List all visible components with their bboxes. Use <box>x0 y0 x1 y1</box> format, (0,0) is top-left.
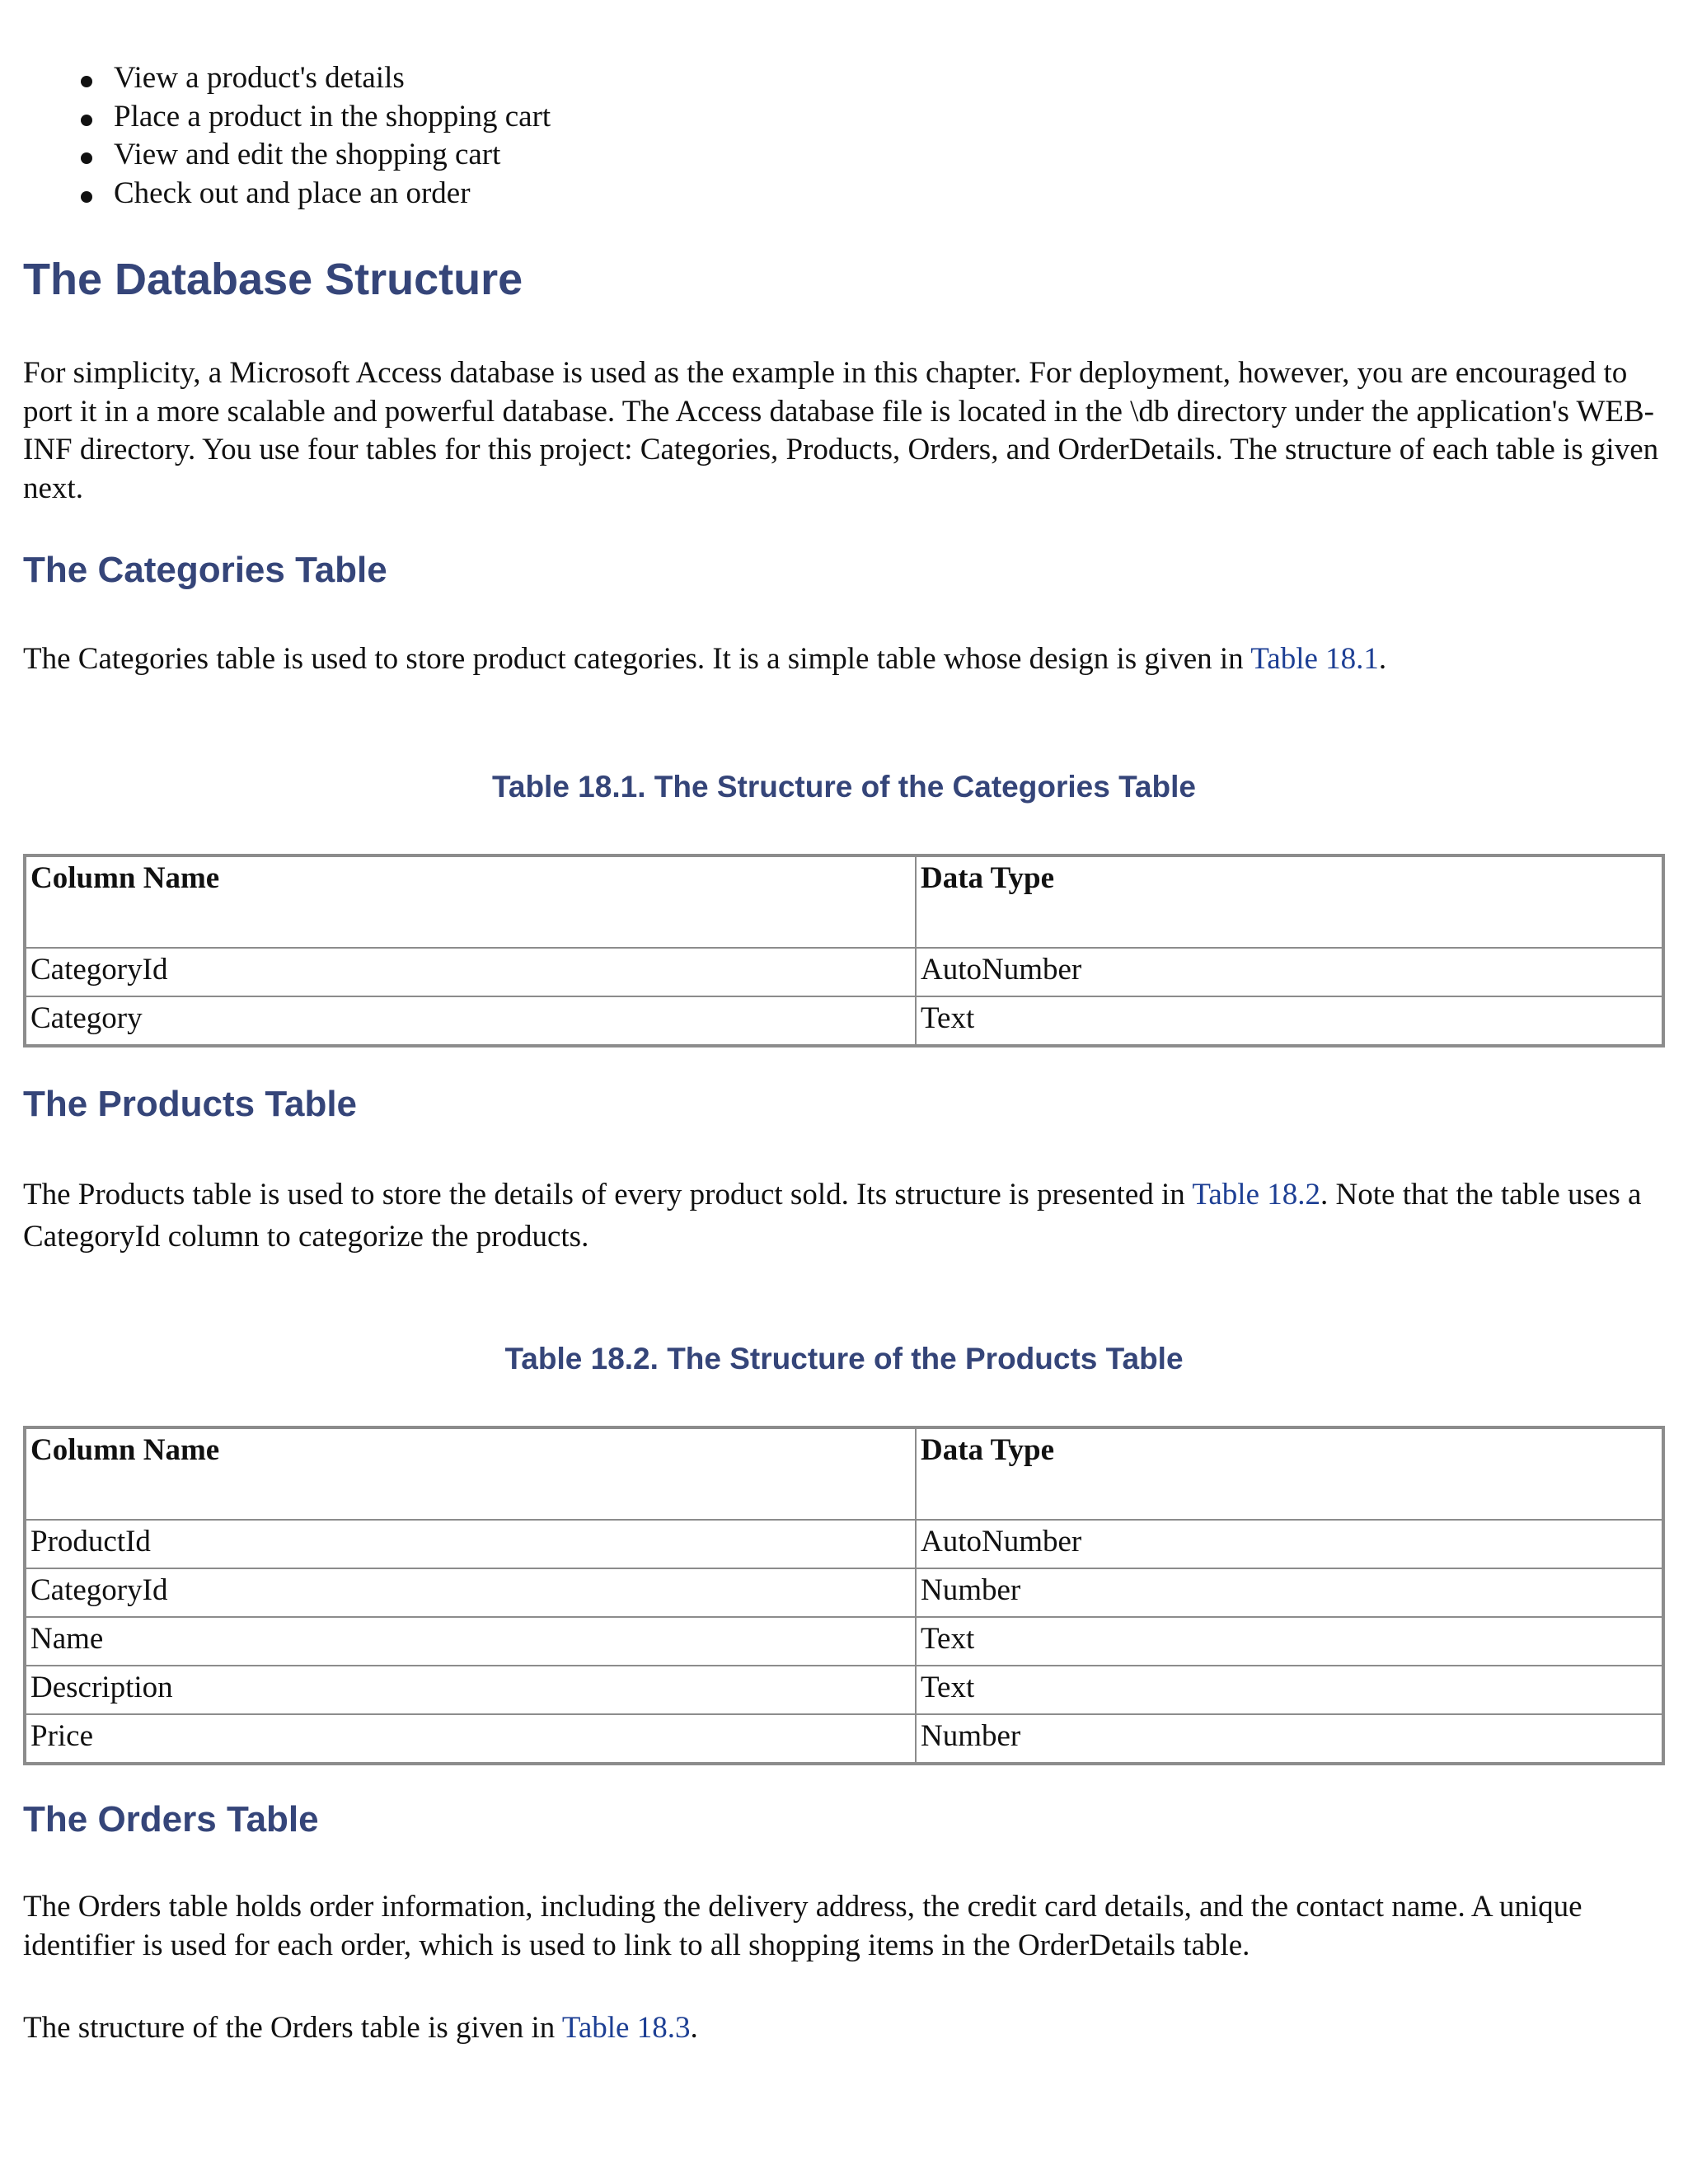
table-row <box>25 1520 1663 1568</box>
orders-structure-paragraph <box>23 2009 1665 2048</box>
table-row <box>25 1714 1663 1764</box>
list-item <box>81 59 551 98</box>
paragraph-text: . <box>1378 642 1387 676</box>
table-cell: Number <box>916 1568 1663 1617</box>
bullet-icon <box>81 152 92 164</box>
section-heading-categories: The Categories Table <box>23 550 387 590</box>
section-heading-products: The Products Table <box>23 1084 358 1124</box>
paragraph-text: The structure of the Orders table is given in <box>23 2011 562 2045</box>
table-cell: Text <box>916 1666 1663 1714</box>
list-item-text: View and edit the shopping cart <box>114 138 501 171</box>
column-header: Data Type <box>916 855 1663 948</box>
paragraph-text: The Categories table is used to store product categories. It is a simple table whose design is given in <box>23 642 1251 676</box>
table-header-row <box>25 1427 1663 1520</box>
bullet-icon <box>81 115 92 126</box>
intro-paragraph: For simplicity, a Microsoft Access database is used as the example in this chapter. For deployment, however, you are encouraged to port it in a more scalable and powerful database. The Access database file is located in the \db directory under the application's WEB-INF directory. You use four tables for this project: Categories, Products, Orders, and OrderDetails. The structure of each table is given next. <box>23 356 1659 505</box>
products-paragraph <box>23 1174 1665 1258</box>
products-structure-table <box>23 1426 1665 1765</box>
categories-structure-table <box>23 854 1665 1047</box>
section-heading-orders: The Orders Table <box>23 1799 319 1840</box>
table-cell: AutoNumber <box>916 948 1663 996</box>
bullet-icon <box>81 191 92 203</box>
table-header-row <box>25 855 1663 948</box>
table-caption-18-1: Table 18.1. The Structure of the Categories Table <box>492 770 1196 804</box>
column-header: Column Name <box>25 855 916 948</box>
table-row <box>25 1666 1663 1714</box>
section-heading-database-structure: The Database Structure <box>23 255 523 304</box>
paragraph-text: The Products table is used to store the details of every product sold. Its structure is presented in <box>23 1178 1193 1212</box>
table-cell: ProductId <box>25 1520 916 1568</box>
paragraph-text: . Note that the table uses a CategoryId column to categorize the products. <box>23 1178 1642 1254</box>
table-row <box>25 1617 1663 1666</box>
table-caption-18-2: Table 18.2. The Structure of the Products Table <box>504 1342 1184 1376</box>
paragraph-text: . <box>690 2011 698 2045</box>
table-cell: Number <box>916 1714 1663 1764</box>
categories-paragraph <box>23 640 1665 679</box>
list-item <box>81 175 551 213</box>
orders-paragraph: The Orders table holds order information, including the delivery address, the credit card details, and the contact name. A unique identifier is used for each order, which is used to link to all shopping items in the OrderDetails table. <box>23 1890 1582 1962</box>
list-item <box>81 98 551 137</box>
table-cell: AutoNumber <box>916 1520 1663 1568</box>
list-item <box>81 136 551 175</box>
table-cell: CategoryId <box>25 948 916 996</box>
table-row <box>25 996 1663 1046</box>
table-cell: Name <box>25 1617 916 1666</box>
table-cell: Category <box>25 996 916 1046</box>
list-item-text: View a product's details <box>114 61 405 95</box>
column-header: Data Type <box>916 1427 1663 1520</box>
list-item-text: Check out and place an order <box>114 176 471 210</box>
table-cell: Text <box>916 996 1663 1046</box>
feature-bullet-list <box>81 59 551 213</box>
table-row <box>25 1568 1663 1617</box>
table-cell: CategoryId <box>25 1568 916 1617</box>
table-cell: Description <box>25 1666 916 1714</box>
table-18-1-link[interactable]: Table 18.1 <box>1250 642 1379 676</box>
table-18-3-link[interactable]: Table 18.3 <box>561 2011 691 2045</box>
table-cell: Text <box>916 1617 1663 1666</box>
list-item-text: Place a product in the shopping cart <box>114 99 551 134</box>
bullet-icon <box>81 76 92 87</box>
table-row <box>25 948 1663 996</box>
column-header: Column Name <box>25 1427 916 1520</box>
table-cell: Price <box>25 1714 916 1764</box>
table-18-2-link[interactable]: Table 18.2 <box>1192 1178 1321 1212</box>
